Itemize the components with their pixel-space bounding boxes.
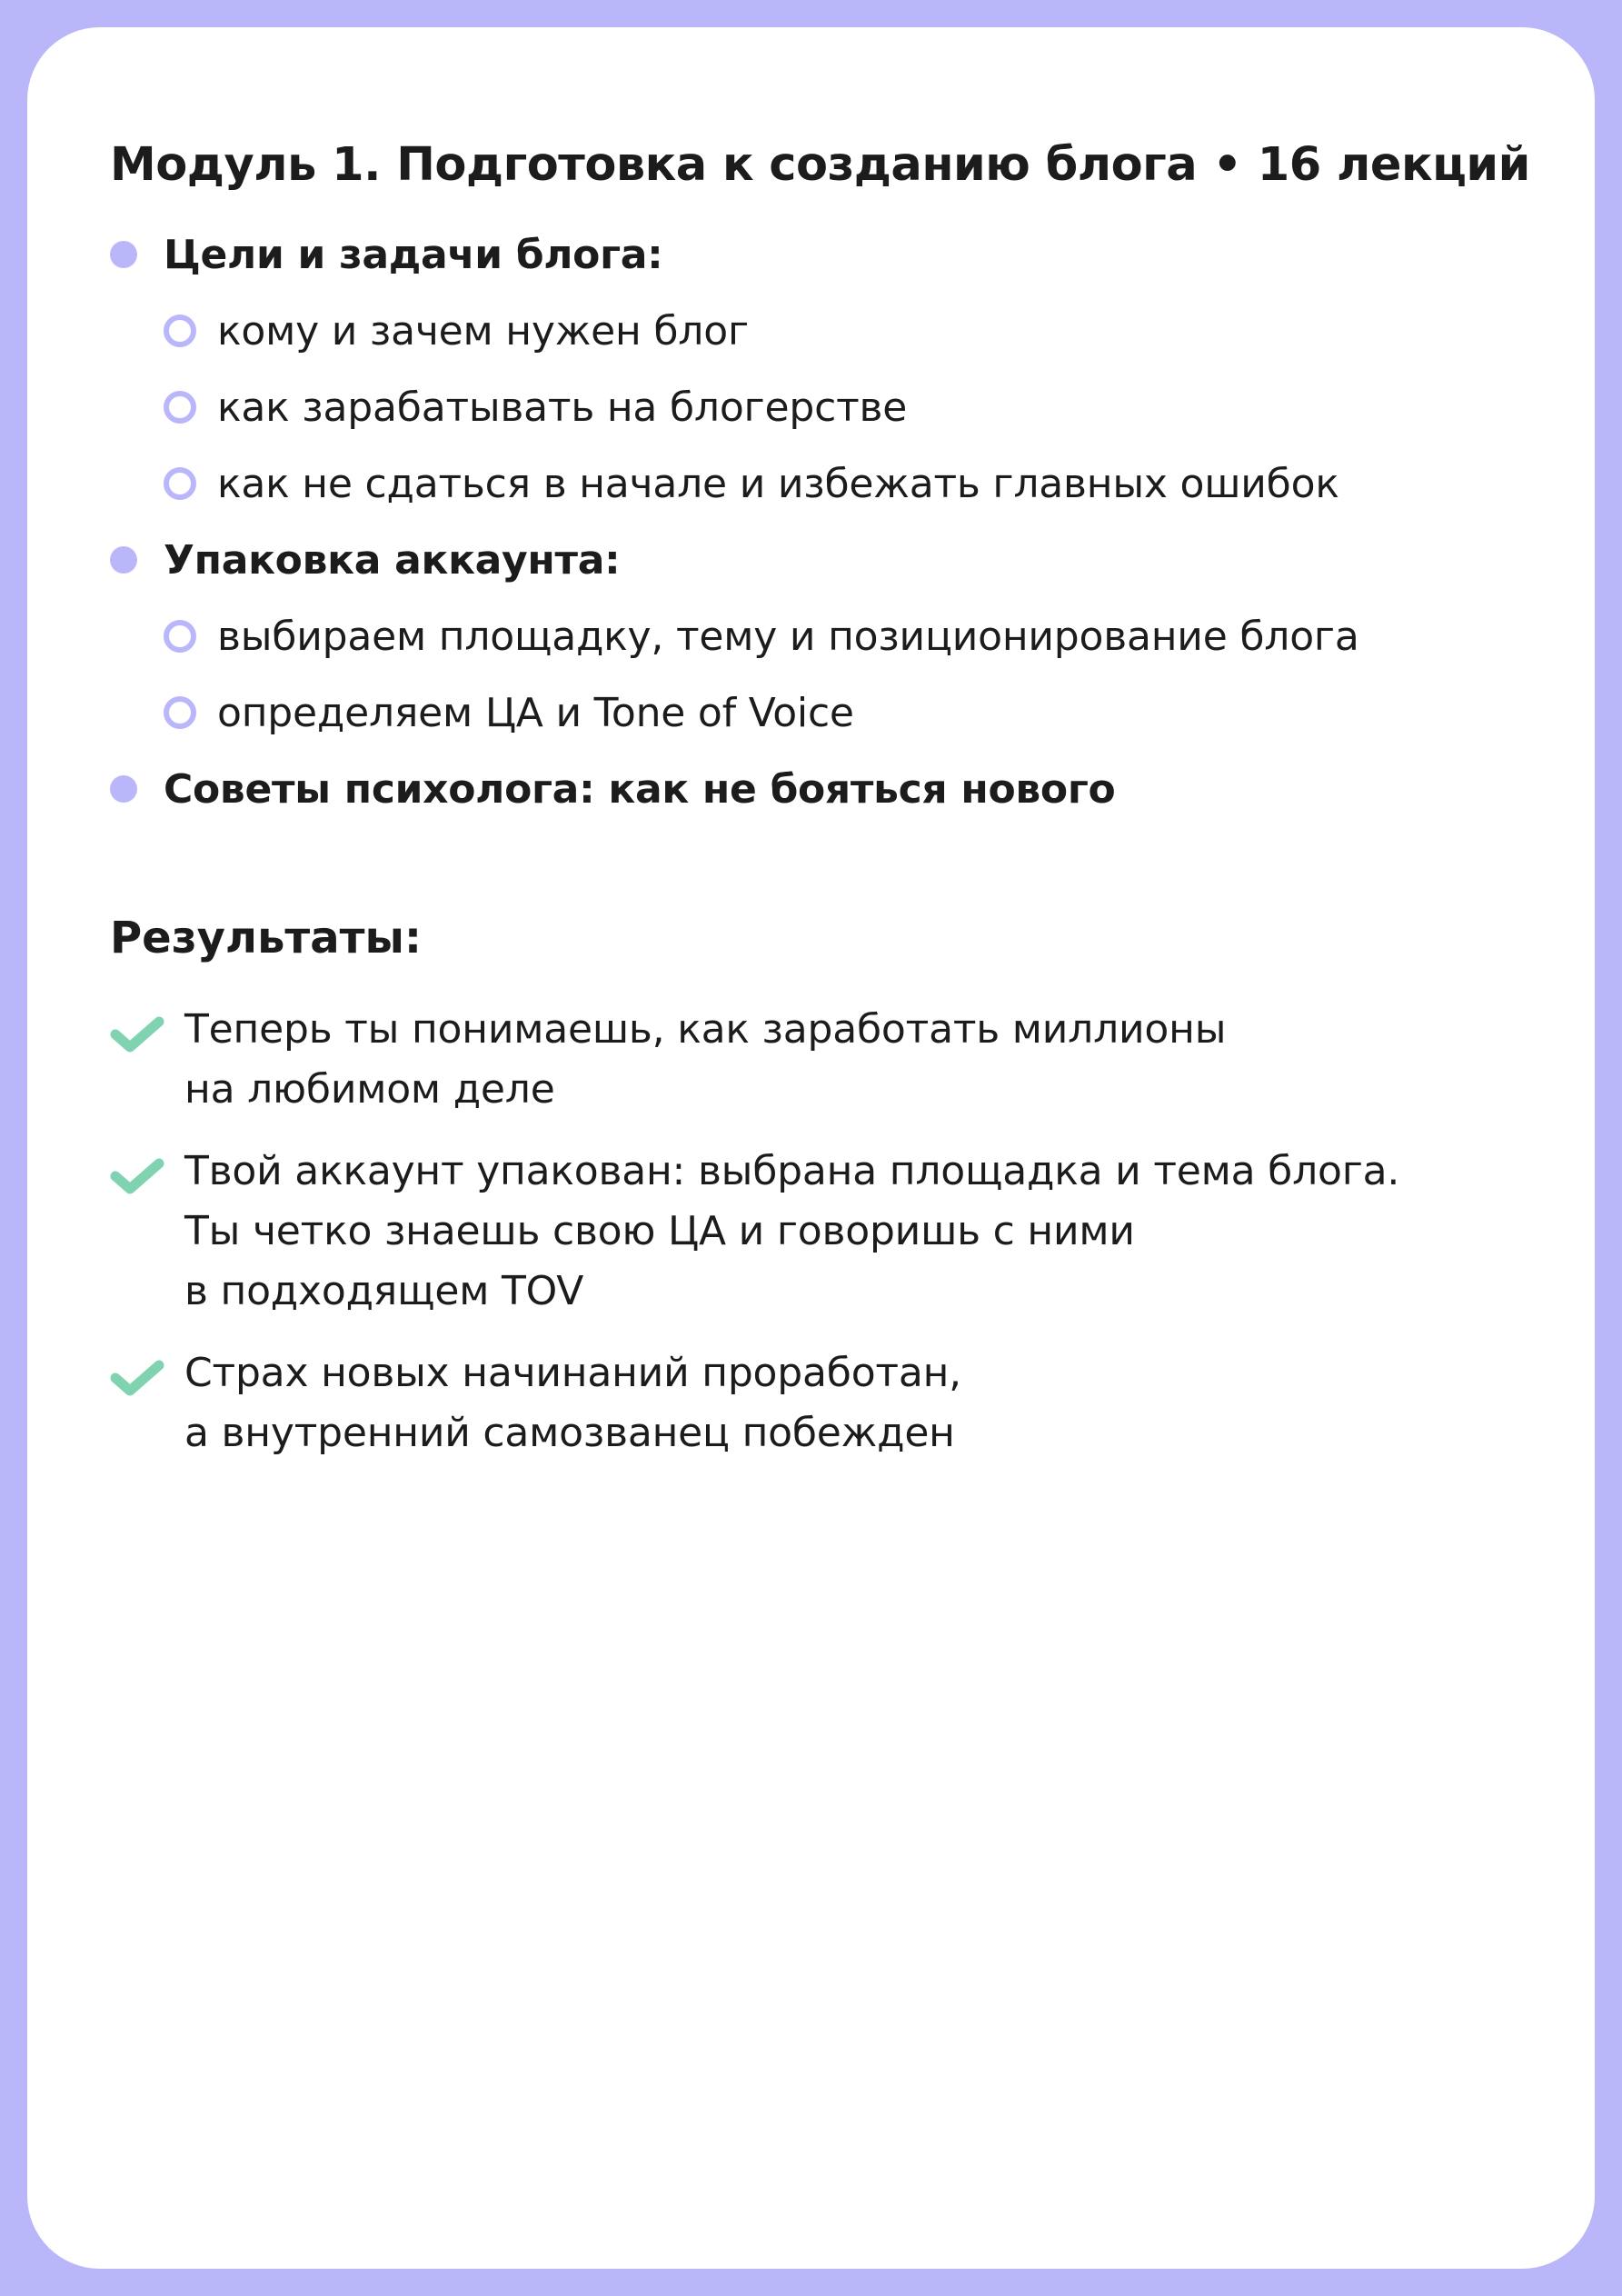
result-text xyxy=(184,1142,1399,1322)
subtopic-label: как зарабатывать на блогерстве xyxy=(217,384,908,431)
result-line: Страх новых начинаний проработан, xyxy=(184,1350,961,1396)
topic-list xyxy=(110,216,1513,827)
topic-label: Цели и задачи блога: xyxy=(164,231,663,278)
check-icon xyxy=(110,1014,164,1054)
ring-bullet-icon xyxy=(164,620,196,653)
bullet-icon xyxy=(110,241,137,268)
subtopic-item xyxy=(110,598,1513,674)
topic-label: Упаковка аккаунта: xyxy=(164,536,621,584)
topic-item xyxy=(110,216,1513,293)
topic-item xyxy=(110,751,1513,827)
subtopic-label: определяем ЦА и Tone of Voice xyxy=(217,689,854,736)
result-text xyxy=(184,1000,1226,1120)
ring-bullet-icon xyxy=(164,314,196,347)
ring-bullet-icon xyxy=(164,467,196,500)
bullet-icon xyxy=(110,546,137,574)
result-line: в подходящем TOV xyxy=(184,1268,584,1314)
subtopic-item xyxy=(110,445,1513,522)
result-item xyxy=(110,1142,1513,1322)
result-text xyxy=(184,1343,961,1463)
results-title: Результаты: xyxy=(110,913,423,963)
subtopic-item xyxy=(110,674,1513,751)
result-line: Теперь ты понимаешь, как заработать миллионы xyxy=(184,1006,1227,1053)
topic-label: Советы психолога: как не бояться нового xyxy=(164,765,1116,813)
result-line: Твой аккаунт упакован: выбрана площадка и тема блога. xyxy=(184,1148,1400,1194)
subtopic-item xyxy=(110,293,1513,369)
result-line: Ты четко знаешь свою ЦА и говоришь с ними xyxy=(184,1208,1135,1254)
check-icon xyxy=(110,1358,164,1398)
subtopic-label: как не сдаться в начале и избежать главных ошибок xyxy=(217,460,1339,507)
module-card xyxy=(27,27,1595,2269)
bullet-icon xyxy=(110,775,137,803)
ring-bullet-icon xyxy=(164,696,196,729)
results-list xyxy=(110,1000,1513,1463)
topic-item xyxy=(110,522,1513,598)
module-title: Модуль 1. Подготовка к созданию блога • 16 лекций xyxy=(110,138,1530,192)
ring-bullet-icon xyxy=(164,391,196,424)
subtopic-label: выбираем площадку, тему и позиционирование блога xyxy=(217,613,1359,660)
result-item xyxy=(110,1343,1513,1463)
subtopic-item xyxy=(110,369,1513,445)
subtopic-label: кому и зачем нужен блог xyxy=(217,307,749,354)
result-line: а внутренний самозванец побежден xyxy=(184,1410,955,1456)
result-item xyxy=(110,1000,1513,1120)
result-line: на любимом деле xyxy=(184,1066,555,1113)
check-icon xyxy=(110,1156,164,1196)
